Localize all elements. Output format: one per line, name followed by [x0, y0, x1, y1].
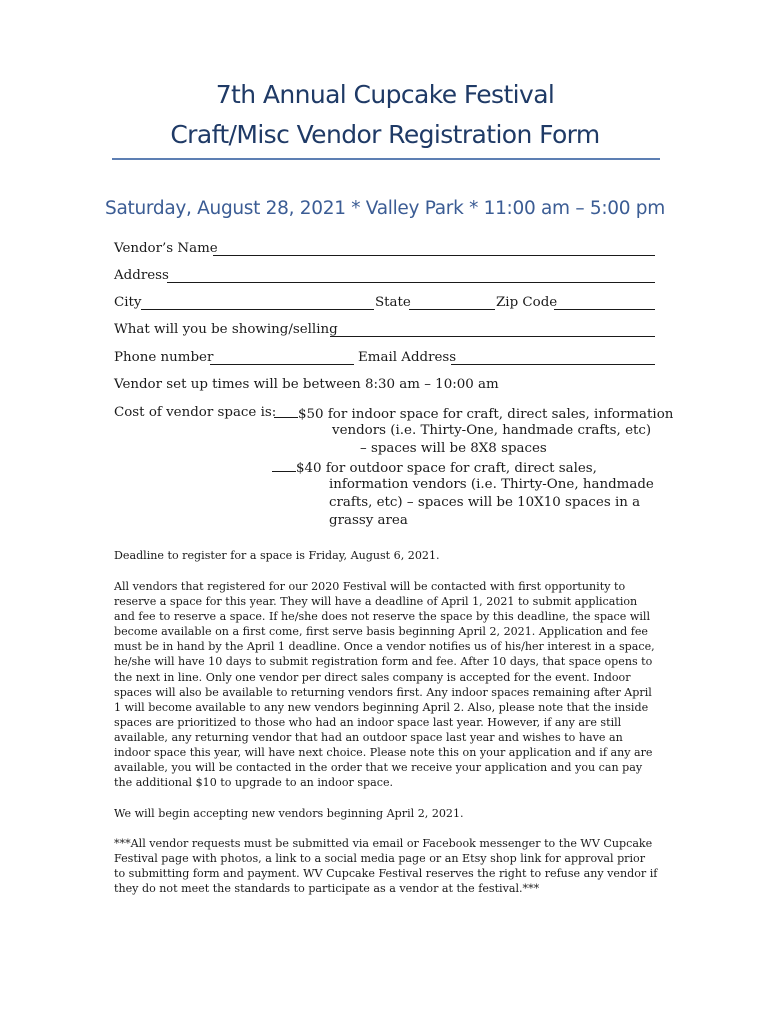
vendor-name-row — [114, 241, 655, 261]
city-state-zip-row — [114, 295, 655, 315]
address-row — [114, 268, 655, 288]
state-label: State — [375, 295, 411, 310]
showing-label: What will you be showing/selling — [114, 322, 338, 337]
phone-field[interactable] — [210, 364, 354, 365]
outdoor-option — [272, 458, 597, 478]
outdoor-line3: crafts, etc) – spaces will be 10X10 spaces in a — [329, 495, 641, 510]
zip-code-label: Zip Code — [496, 295, 558, 310]
address-label: Address — [114, 268, 169, 283]
title-divider — [112, 158, 660, 160]
city-label: City — [114, 295, 142, 310]
indoor-line3: – spaces will be 8X8 spaces — [360, 441, 547, 456]
submission-note: ***All vendor requests must be submitted via email or Facebook messenger to the WV Cupcake Festival page with photos, a link to a social media page or an Etsy shop link for approval prior to submitting form and payment. WV Cupcake Festival reserves the right to refuse any vendor if they do not meet the standards to participate as a vendor at the festival.*** — [114, 837, 658, 896]
outdoor-checkbox-blank[interactable] — [272, 458, 296, 472]
vendor-name-label: Vendor’s Name — [114, 241, 218, 256]
event-details: Saturday, August 28, 2021 * Valley Park * 11:00 am – 5:00 pm — [105, 198, 665, 219]
returning-vendors-note: All vendors that registered for our 2020 Festival will be contacted with first opportunity to reserve a space for this year. They will have a deadline of April 1, 2021 to submit application and fee to reserve a space. If he/she does not reserve the space by this deadline, the space will become available on a first come, first serve basis beginning April 2, 2021. Application and fee must be in hand by the April 1 deadline. Once a vendor notifies us of his/her interest in a space, he/she will have 10 days to submit registration form and fee. After 10 days, that space opens to the next in line. Only one vendor per direct sales company is accepted for the event. Indoor spaces will also be available to returning vendors first. Any indoor spaces remaining after April 1 will become available to any new vendors beginning April 2. Also, please note that the inside spaces are prioritized to those who had an indoor space last year. However, if any are still available, any returning vendor that had an outdoor space last year and wishes to have an indoor space this year, will have next choice. Please note this on your application and if any are available, you will be contacted in the order that we receive your application and you can pay the additional $10 to upgrade to an indoor space. — [114, 580, 655, 790]
setup-times: Vendor set up times will be between 8:30 am – 10:00 am — [114, 377, 499, 392]
city-field[interactable] — [141, 309, 374, 310]
deadline-note: Deadline to register for a space is Friday, August 6, 2021. — [114, 549, 440, 562]
phone-email-row — [114, 350, 655, 370]
email-field[interactable] — [451, 364, 655, 365]
vendor-name-field[interactable] — [213, 255, 655, 256]
form-subtitle-title: Craft/Misc Vendor Registration Form — [170, 120, 600, 149]
indoor-option — [274, 404, 673, 424]
indoor-line2: vendors (i.e. Thirty-One, handmade crafts, etc) — [332, 423, 652, 438]
outdoor-line1: $40 for outdoor space for craft, direct sales, — [296, 461, 597, 476]
phone-label: Phone number — [114, 350, 214, 365]
indoor-checkbox-blank[interactable] — [274, 404, 298, 418]
cost-label: Cost of vendor space is: — [114, 405, 277, 420]
zip-code-field[interactable] — [554, 309, 655, 310]
outdoor-line2: information vendors (i.e. Thirty-One, handmade — [329, 477, 654, 492]
state-field[interactable] — [409, 309, 495, 310]
outdoor-line4: grassy area — [329, 513, 408, 528]
email-label: Email Address — [358, 350, 457, 365]
new-vendors-note: We will begin accepting new vendors beginning April 2, 2021. — [114, 807, 464, 820]
form-title: 7th Annual Cupcake Festival — [215, 80, 555, 109]
indoor-line1: $50 for indoor space for craft, direct sales, information — [298, 407, 674, 422]
address-field[interactable] — [167, 282, 655, 283]
showing-row — [114, 322, 655, 342]
showing-field[interactable] — [330, 336, 655, 337]
